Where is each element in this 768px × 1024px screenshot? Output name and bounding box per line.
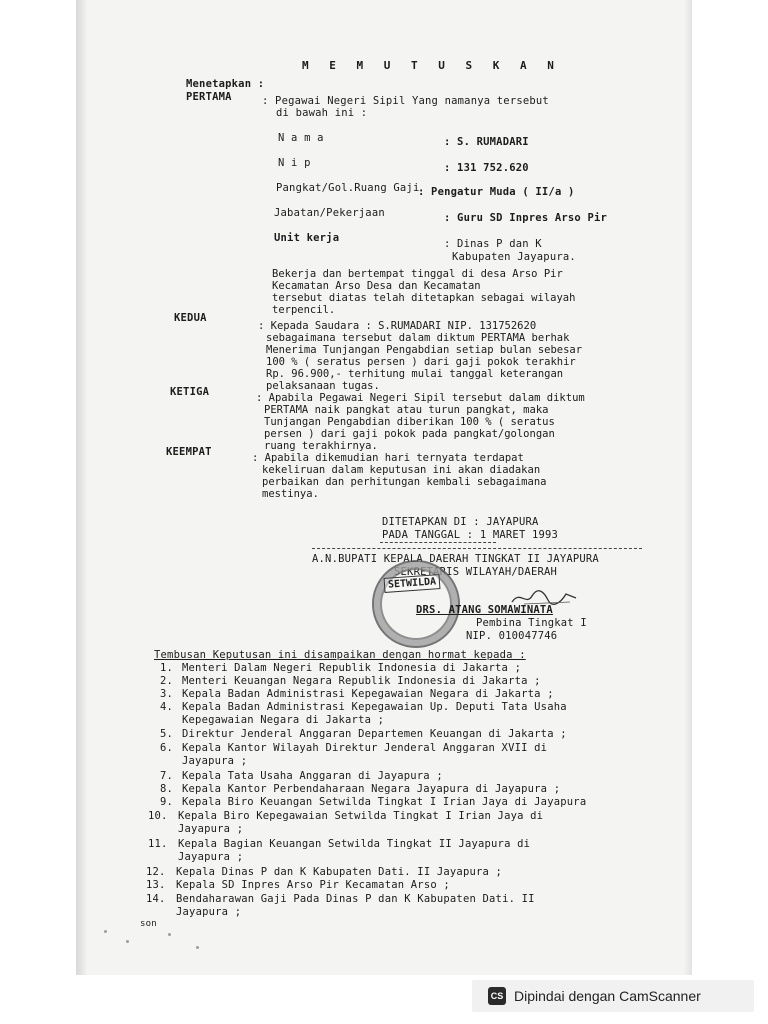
keempat-line: perbaikan dan perhitungan kembali sebagaimana xyxy=(262,476,547,488)
tembusan-item-text: Kepegawaian Negara di Jakarta ; xyxy=(182,714,385,726)
keempat-label: KEEMPAT xyxy=(166,446,212,458)
tembusan-item-text: Kepala Tata Usaha Anggaran di Jayapura ; xyxy=(182,770,443,782)
tembusan-item-number: 3. xyxy=(160,688,174,700)
tembusan-item-text: Kepala Kantor Perbendaharaan Negara Jayapura di Jayapura ; xyxy=(182,783,561,795)
ketiga-line: : Apabila Pegawai Negeri Sipil tersebut dalam diktum xyxy=(256,392,585,404)
ketiga-line: PERTAMA naik pangkat atau turun pangkat, maka xyxy=(264,404,549,416)
paragraph-line: tersebut diatas telah ditetapkan sebagai wilayah xyxy=(272,292,576,304)
ketiga-line: ruang terakhirnya. xyxy=(264,440,378,452)
tembusan-item-text: Kepala Biro Kepegawaian Setwilda Tingkat I Irian Jaya di xyxy=(178,810,544,822)
tembusan-heading: Tembusan Keputusan ini disampaikan dengan hormat kepada : xyxy=(154,649,526,661)
kedua-line: 100 % ( seratus persen ) dari gaji pokok terakhir xyxy=(266,356,576,368)
kedua-line: Rp. 96.900,- terhitung mulai tanggal keterangan xyxy=(266,368,564,380)
scan-speck xyxy=(104,930,107,933)
tembusan-item-text: Jayapura ; xyxy=(182,755,248,767)
identity-value-unit: : Dinas P dan K xyxy=(444,238,542,250)
tembusan-item-text: Kepala Biro Keuangan Setwilda Tingkat I Irian Jaya di Jayapura xyxy=(182,796,587,808)
ketiga-line: Tunjangan Pengabdian diberikan 100 % ( seratus xyxy=(264,416,555,428)
identity-label-unit: Unit kerja xyxy=(274,232,340,244)
identity-label-jabatan: Jabatan/Pekerjaan xyxy=(274,207,385,219)
identity-value-pangkat: : Pengatur Muda ( II/a ) xyxy=(418,186,575,198)
tembusan-item-text: Kepala Badan Administrasi Kepegawaian Negara di Jakarta ; xyxy=(182,688,554,700)
identity-value-nama: : S. RUMADARI xyxy=(444,136,529,148)
tembusan-item-number: 13. xyxy=(146,879,166,891)
signatory-name: DRS. ATANG SOMAWINATA xyxy=(416,604,553,616)
paragraph-line: terpencil. xyxy=(272,304,336,316)
tembusan-item-text: Jayapura ; xyxy=(178,823,244,835)
ketiga-line: persen ) dari gaji pokok pada pangkat/golongan xyxy=(264,428,555,440)
tembusan-item-text: Jayapura ; xyxy=(176,906,242,918)
ketiga-label: KETIGA xyxy=(170,386,210,398)
signatory-rank: Pembina Tingkat I xyxy=(476,617,587,629)
keempat-line: kekeliruan dalam keputusan ini akan diadakan xyxy=(262,464,541,476)
tembusan-item-number: 7. xyxy=(160,770,174,782)
pertama-text-line: : Pegawai Negeri Sipil Yang namanya tersebut xyxy=(262,95,549,107)
tembusan-item-number: 8. xyxy=(160,783,174,795)
camscanner-text: Dipindai dengan CamScanner xyxy=(514,988,701,1004)
kedua-line: sebagaimana tersebut dalam diktum PERTAMA berhak xyxy=(266,332,570,344)
tembusan-item-text: Kepala Bagian Keuangan Setwilda Tingkat II Jayapura di xyxy=(178,838,531,850)
date-underline xyxy=(380,542,496,543)
sekretaris-line: SEKRETARIS WILAYAH/DAERAH xyxy=(394,566,558,578)
scan-speck xyxy=(168,933,171,936)
keempat-line: : Apabila dikemudian hari ternyata terdapat xyxy=(252,452,524,464)
document-title: M E M U T U S K A N xyxy=(302,59,561,72)
tembusan-item-text: Kepala Badan Administrasi Kepegawaian Up. Deputi Tata Usaha xyxy=(182,701,567,713)
tembusan-item-number: 2. xyxy=(160,675,174,687)
kedua-line: : Kepada Saudara : S.RUMADARI NIP. 131752620 xyxy=(258,320,537,332)
tembusan-item-number: 9. xyxy=(160,796,174,808)
tembusan-item-number: 14. xyxy=(146,893,166,905)
stamp-label: SETWILDA xyxy=(384,574,441,593)
kedua-label: KEDUA xyxy=(174,312,207,324)
tembusan-item-text: Direktur Jenderal Anggaran Departemen Keuangan di Jakarta ; xyxy=(182,728,567,740)
tembusan-item-number: 11. xyxy=(148,838,168,850)
tembusan-item-text: Bendaharawan Gaji Pada Dinas P dan K Kabupaten Dati. II xyxy=(176,893,535,905)
tembusan-item-text: Kepala Kantor Wilayah Direktur Jenderal Anggaran XVII di xyxy=(182,742,548,754)
tembusan-item-number: 10. xyxy=(148,810,168,822)
an-bupati-line: A.N.BUPATI KEPALA DAERAH TINGKAT II JAYAPURA xyxy=(312,553,599,565)
camscanner-logo-icon: CS xyxy=(488,987,506,1005)
tembusan-item-text: Menteri Keuangan Negara Republik Indonesia di Jakarta ; xyxy=(182,675,541,687)
tembusan-item-number: 12. xyxy=(146,866,166,878)
identity-label-pangkat: Pangkat/Gol.Ruang Gaji xyxy=(276,182,420,194)
kedua-line: pelaksanaan tugas. xyxy=(266,380,380,392)
signatory-nip: NIP. 010047746 xyxy=(466,630,558,642)
paragraph-line: Kecamatan Arso Desa dan Kecamatan xyxy=(272,280,481,292)
tembusan-item-text: Jayapura ; xyxy=(178,851,244,863)
scan-edge-right xyxy=(684,0,692,975)
kedua-line: Menerima Tunjangan Pengabdian setiap bulan sebesar xyxy=(266,344,583,356)
scan-speck xyxy=(196,946,199,949)
signature-divider xyxy=(312,548,642,549)
identity-value-nip: : 131 752.620 xyxy=(444,162,529,174)
identity-label-nama: N a m a xyxy=(278,132,324,144)
identity-value-jabatan: : Guru SD Inpres Arso Pir xyxy=(444,212,608,224)
menetapkan-label: Menetapkan : xyxy=(186,78,265,90)
footer-mark: son xyxy=(140,919,157,929)
tembusan-item-text: Menteri Dalam Negeri Republik Indonesia di Jakarta ; xyxy=(182,662,522,674)
tembusan-item-text: Kepala SD Inpres Arso Pir Kecamatan Arso ; xyxy=(176,879,450,891)
keempat-line: mestinya. xyxy=(262,488,319,500)
ditetapkan-line: DITETAPKAN DI : JAYAPURA xyxy=(382,516,539,528)
identity-label-nip: N i p xyxy=(278,157,311,169)
scan-speck xyxy=(126,940,129,943)
tembusan-item-number: 6. xyxy=(160,742,174,754)
pertama-text-line: di bawah ini : xyxy=(276,107,368,119)
tembusan-item-number: 4. xyxy=(160,701,174,713)
tembusan-item-number: 1. xyxy=(160,662,174,674)
paragraph-line: Bekerja dan bertempat tinggal di desa Arso Pir xyxy=(272,268,563,280)
camscanner-watermark xyxy=(472,980,754,1012)
identity-value-unit-line2: Kabupaten Jayapura. xyxy=(452,251,576,263)
tembusan-item-number: 5. xyxy=(160,728,174,740)
tanggal-line: PADA TANGGAL : 1 MARET 1993 xyxy=(382,529,559,541)
tembusan-item-text: Kepala Dinas P dan K Kabupaten Dati. II Jayapura ; xyxy=(176,866,503,878)
pertama-label: PERTAMA xyxy=(186,91,232,103)
